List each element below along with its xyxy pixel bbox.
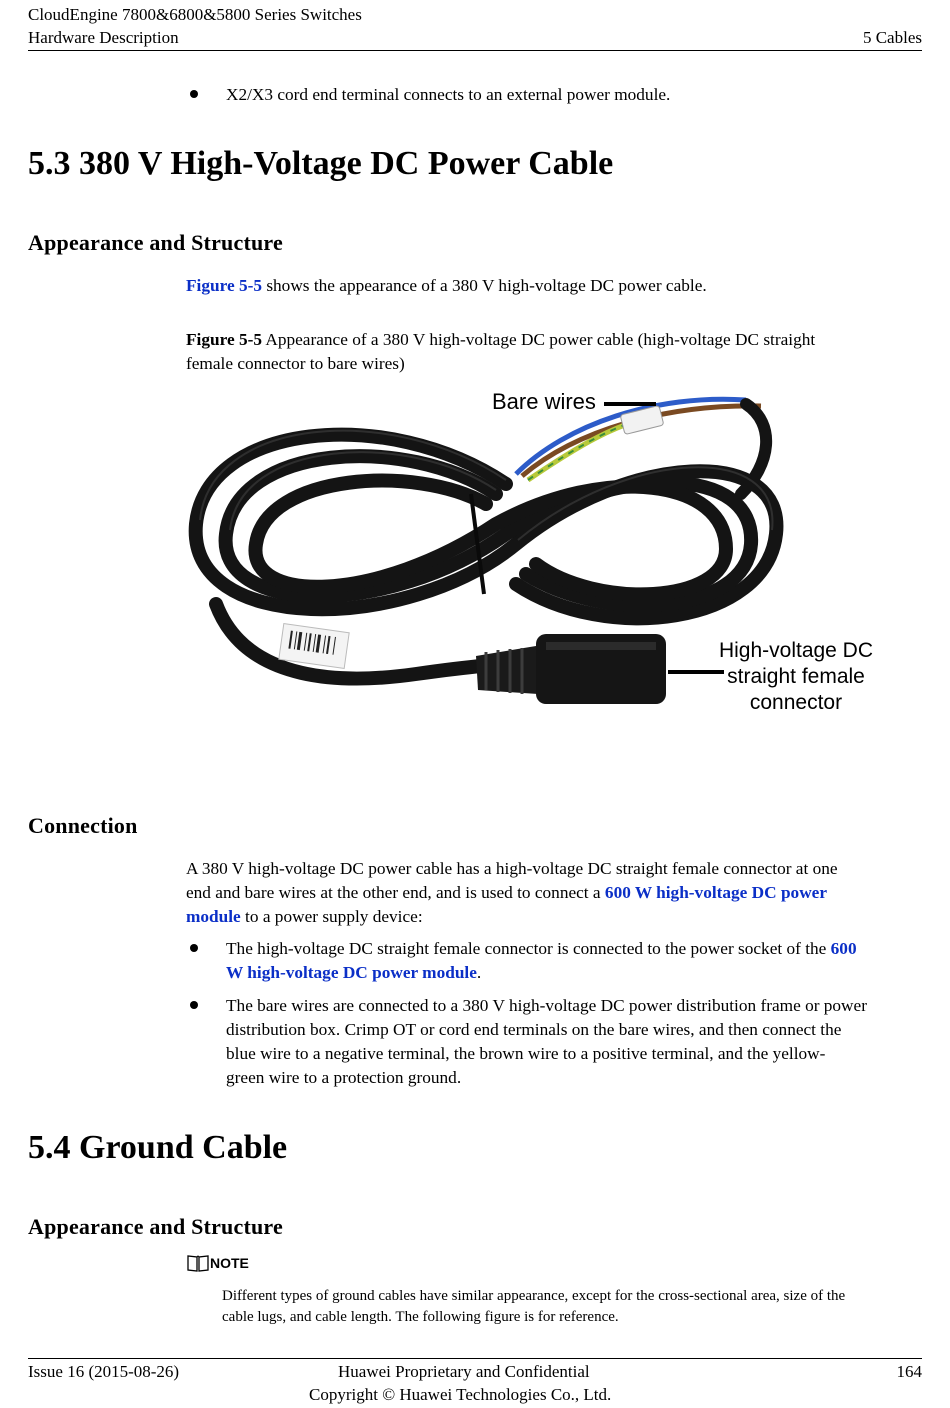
footer-copyright: Copyright © Huawei Technologies Co., Ltd. xyxy=(309,1385,612,1404)
note-text xyxy=(222,1286,845,1328)
intro-bullet-text: X2/X3 cord end terminal connects to an external power module. xyxy=(226,85,671,104)
label-connector-line-3: connector xyxy=(749,691,843,714)
section-title-5-4: 5.4 Ground Cable xyxy=(28,1129,288,1166)
bullet2-line-3: blue wire to a negative terminal, the brown wire to a positive terminal, and the yellow- xyxy=(226,1044,826,1063)
bullet-dot xyxy=(190,944,198,952)
bullet2-line-2: distribution box. Crimp OT or cord end terminals on the bare wires, and then connect the xyxy=(226,1020,842,1039)
bullet1-end: . xyxy=(476,963,482,982)
bullet1-text: The high-voltage DC straight female connector is connected to the power socket of the xyxy=(226,939,831,958)
figure-caption xyxy=(186,328,815,376)
header-doc-type: Hardware Description xyxy=(28,28,179,47)
header-product: CloudEngine 7800&6800&5800 Series Switches xyxy=(28,5,362,24)
power-module-link-4[interactable]: W high-voltage DC power module xyxy=(226,963,477,982)
header-rule xyxy=(28,50,922,51)
bullet-dot xyxy=(190,1001,198,1009)
figure-5-5-link[interactable]: Figure 5-5 xyxy=(186,276,262,295)
label-connector-line-1: High-voltage DC xyxy=(718,639,874,662)
figure-caption-label: Figure 5-5 xyxy=(186,330,262,349)
figure-caption-text-1: Appearance of a 380 V high-voltage DC power cable (high-voltage DC straight xyxy=(262,330,816,349)
figure-caption-text-2: female connector to bare wires) xyxy=(186,354,405,373)
label-connector xyxy=(696,638,896,716)
footer-rule xyxy=(28,1358,922,1359)
label-connector-line-2: straight female xyxy=(727,665,865,688)
note-label: NOTE xyxy=(210,1255,249,1271)
connection-line-2: end and bare wires at the other end, and is used to connect a xyxy=(186,883,605,902)
connection-line-3: to a power supply device: xyxy=(240,907,423,926)
bullet2-line-4: green wire to a protection ground. xyxy=(226,1068,462,1087)
power-cable-figure xyxy=(186,384,886,724)
note-line-1: Different types of ground cables have similar appearance, except for the cross-sectional area, size of the xyxy=(222,1288,846,1304)
note-line-2: cable lugs, and cable length. The following figure is for reference. xyxy=(222,1309,619,1325)
power-module-link-1[interactable]: 600 W high-voltage DC power xyxy=(604,883,828,902)
section-title-5-3: 5.3 380 V High-Voltage DC Power Cable xyxy=(28,145,614,182)
connection-bullet-2 xyxy=(226,994,926,1090)
footer-proprietary: Huawei Proprietary and Confidential xyxy=(338,1362,590,1381)
figure-ref-text: shows the appearance of a 380 V high-voltage DC power cable. xyxy=(262,276,707,295)
subsection-appearance-heading: Appearance and Structure xyxy=(28,230,283,255)
label-bare-wires: Bare wires xyxy=(492,389,596,414)
bullet-dot xyxy=(190,90,198,98)
bullet2-line-1: The bare wires are connected to a 380 V high-voltage DC power distribution frame or power xyxy=(226,996,867,1015)
power-module-link-2[interactable]: module xyxy=(186,907,241,926)
connection-line-1: A 380 V high-voltage DC power cable has a high-voltage DC straight female connector at one xyxy=(186,859,838,878)
figure-reference-paragraph xyxy=(186,274,707,298)
header-chapter: 5 Cables xyxy=(862,28,922,47)
subsection-appearance-heading-5-4: Appearance and Structure xyxy=(28,1214,283,1239)
connection-bullet-1 xyxy=(226,937,926,985)
footer-page-number: 164 xyxy=(896,1362,922,1381)
power-module-link-3[interactable]: 600 xyxy=(830,939,857,958)
subsection-connection-heading: Connection xyxy=(28,813,138,838)
note-book-icon xyxy=(186,1253,210,1273)
connection-paragraph xyxy=(186,857,926,929)
footer-issue: Issue 16 (2015-08-26) xyxy=(28,1362,180,1381)
